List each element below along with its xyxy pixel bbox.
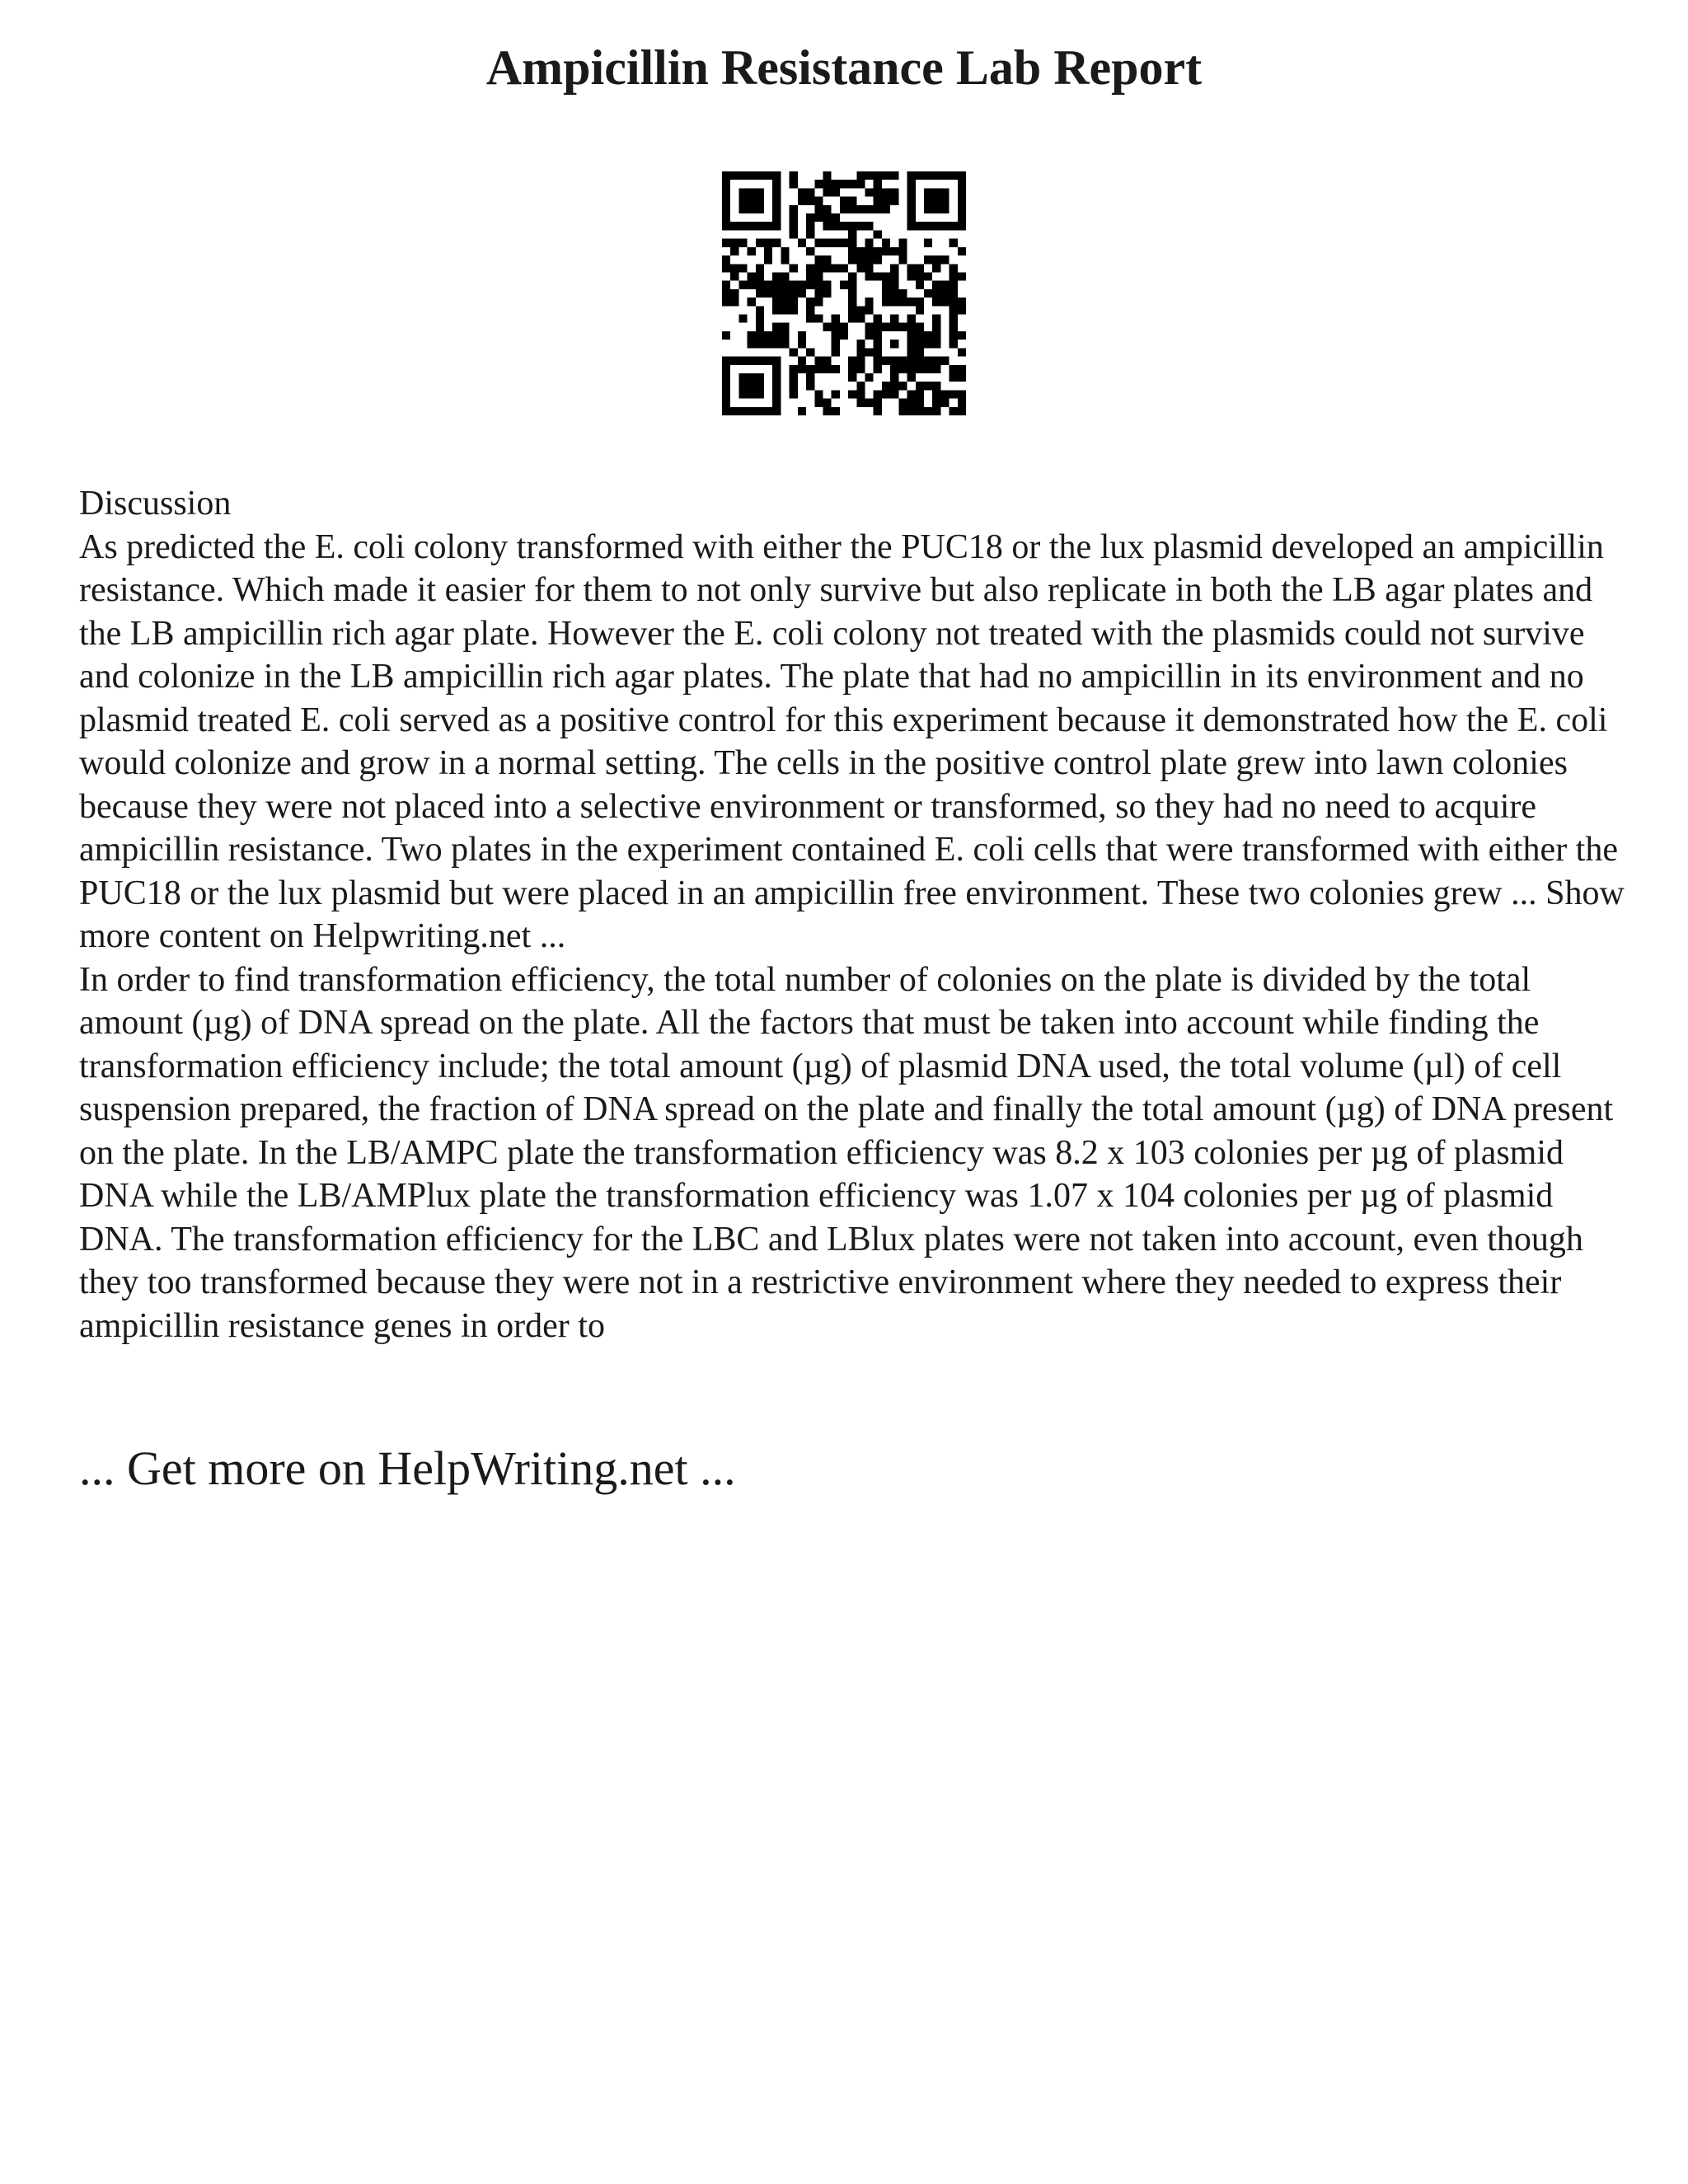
qr-code-icon[interactable] [722,171,966,415]
page-title: Ampicillin Resistance Lab Report [485,40,1203,95]
get-more-link[interactable]: ... Get more on HelpWriting.net ... [79,1441,736,1495]
discussion-paragraph-1: As predicted the E. coli colony transformed with either the PUC18 or the lux plasmid developed an ampicillin resistance. Which made it easier for them to not only survive but also replicate in both the LB agar plates and the LB ampicillin rich agar plate. However the E. coli colony not treated with the plasmids could not survive and colonize in the LB ampicillin rich agar plates. The plate that had no ampicillin in its environment and no plasmid treated E. coli served as a positive control for this experiment because it demonstrated how the E. coli would colonize and grow in a normal setting. The cells in the positive control plate grew into lawn colonies because they were not placed into a selective environment or transformed, so they had no need to acquire ampicillin resistance. Two plates in the experiment contained E. coli cells that were transformed with either the PUC18 or the lux plasmid but were placed in an ampicillin free environment. These two colonies grew ... Show more content on Helpwriting.net ... [79,527,1625,955]
discussion-section [79,482,1629,1347]
discussion-paragraph-2: In order to find transformation efficiency, the total number of colonies on the plate is divided by the total amount (µg) of DNA spread on the plate. All the factors that must be taken into account while finding the transformation efficiency include; the total amount (µg) of plasmid DNA used, the total volume (µl) of cell suspension prepared, the fraction of DNA spread on the plate and finally the total amount (µg) of DNA present on the plate. In the LB/AMPC plate the transformation efficiency was 8.2 x 103 colonies per µg of plasmid DNA while the LB/AMPlux plate the transformation efficiency was 1.07 x 104 colonies per µg of plasmid DNA. The transformation efficiency for the LBC and LBlux plates were not taken into account, even though they too transformed because they were not in a restrictive environment where they needed to express their ampicillin resistance genes in order to [79,960,1614,1345]
qr-code-graphic [722,171,966,415]
section-heading: Discussion [79,485,232,523]
